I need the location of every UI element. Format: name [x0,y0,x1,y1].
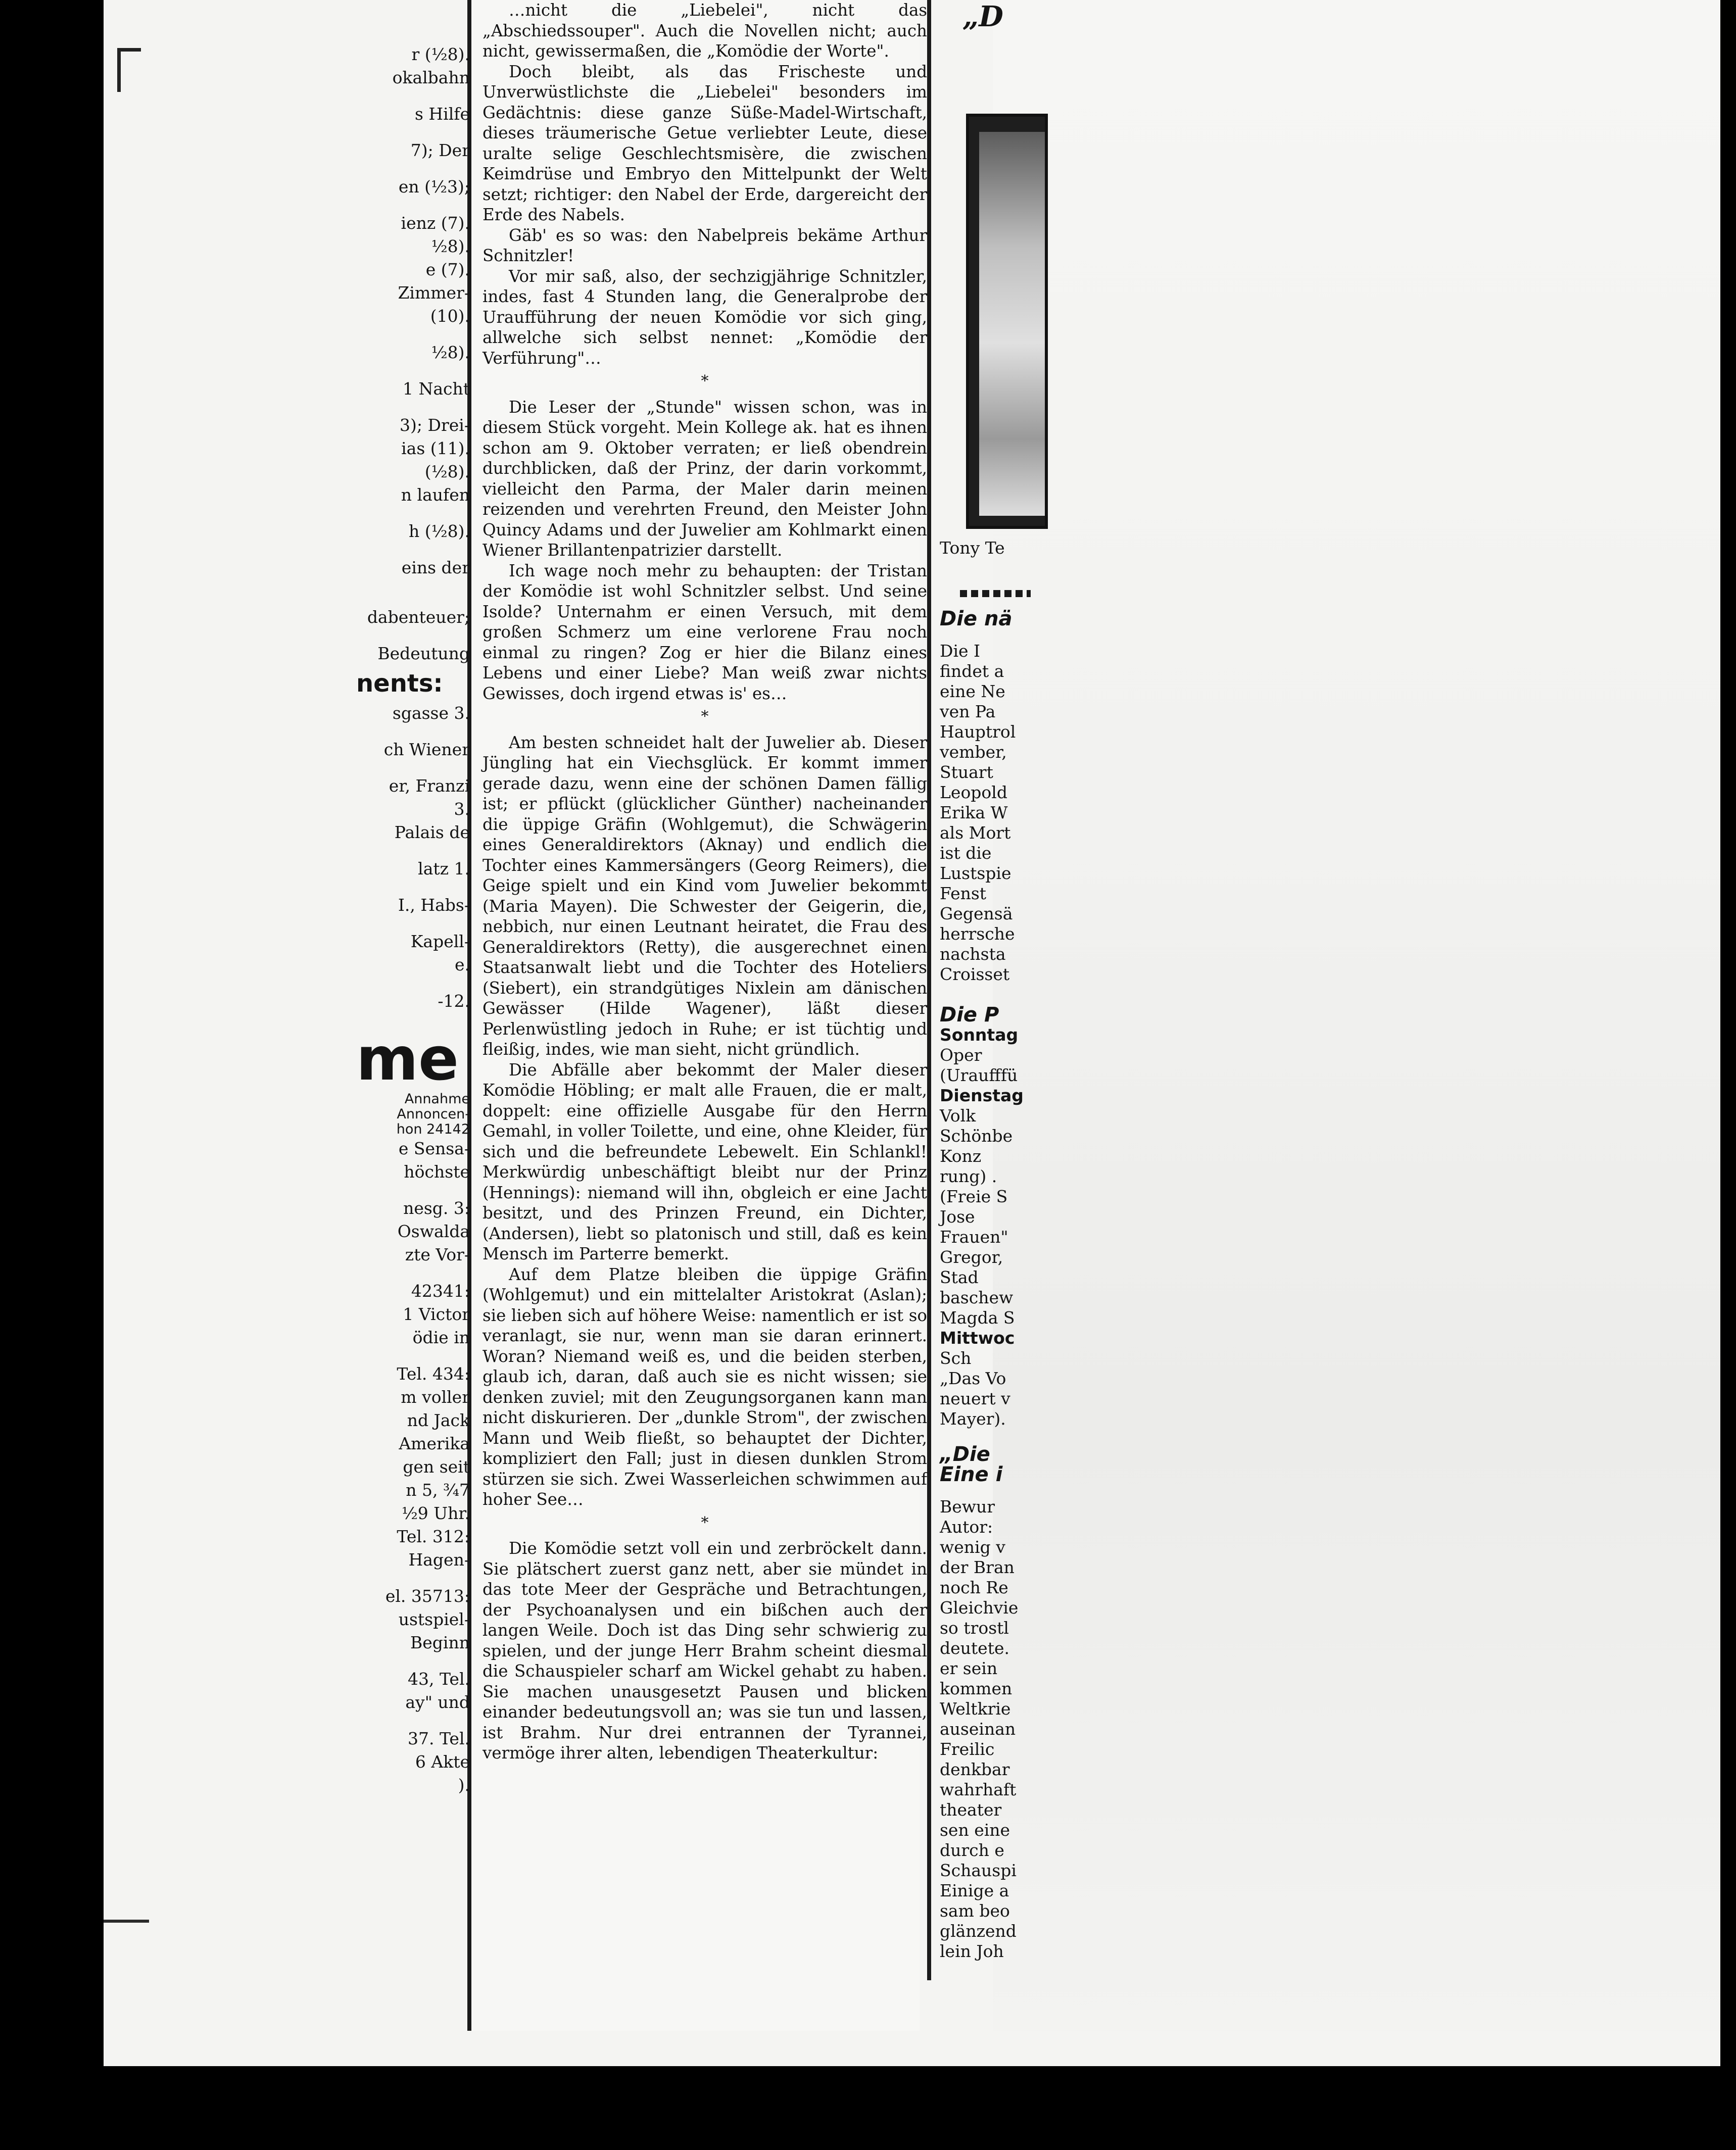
fragment-line: 1 Victor [403,1304,470,1324]
fragment-line: ½8). [431,343,470,362]
article-paragraph: …nicht die „Liebelei", nicht das „Abschiedssouper". Auch die Novellen nicht; auch nicht, gewissermaßen, die „Komödie der Worte". [483,1,927,61]
fragment-line: Dienstag [940,1086,1024,1105]
fragment-heading: nents: [356,669,443,698]
fragment-line: sgasse 3. [392,703,470,723]
line-gap [356,543,470,556]
fragment-line: Jose [940,1207,975,1227]
fragment-line: Fenst [940,884,987,903]
fragment-line: vember, [940,742,1007,762]
fragment-line: Weltkrie [940,1699,1011,1719]
fragment-line: Mittwoc [940,1328,1015,1348]
fragment-line: sam beo [940,1901,1010,1921]
fragment-line: wenig v [940,1537,1005,1557]
right-top-heading: „D [962,0,1003,33]
photo-caption: Tony Te [940,538,1005,558]
fragment-small-line: Annoncen- [397,1106,470,1122]
fragment-line: Amerika [399,1434,470,1453]
fragment-line: als Mort [940,823,1011,843]
fragment-line: höchste [404,1162,470,1182]
fragment-line: okalbahn [392,68,470,87]
left-fragment-column [356,43,470,1797]
fragment-line: Kapell- [410,932,470,951]
line-gap [356,844,470,857]
fragment-line: Hauptrol [940,722,1016,742]
fragment-line: (Uraufffü [940,1065,1018,1085]
fragment-line: nachsta [940,944,1006,964]
fragment-line: durch e [940,1840,1004,1860]
right-fragment-column [940,0,1041,1962]
article-paragraph: Vor mir saß, also, der sechzigjährige Schnitzler, indes, fast 4 Stunden lang, die Generalprobe der Uraufführung der neuen Komödie vor sich ging, allwelche sich selbst nennet: „Komödie der Verführung"… [483,266,927,368]
fragment-line: theater [940,1800,1002,1820]
fragment-line: ½8). [431,236,470,256]
fragment-line: I., Habs- [398,895,470,915]
fragment-line: Einige a [940,1881,1009,1900]
fragment-line: (½8). [424,462,470,481]
fragment-line: denkbar [940,1760,1010,1779]
fragment-line: Autor: [940,1517,993,1537]
fragment-line: kommen [940,1679,1012,1698]
spacer [940,629,1041,641]
fragment-line: -12. [438,991,470,1011]
line-gap [356,976,470,990]
fragment-line: Gleichvie [940,1598,1019,1618]
fragment-line: Schönbe [940,1126,1013,1146]
fragment-line: Palais de [394,822,470,842]
fragment-line: Volk [940,1106,976,1126]
fragment-line: ist die [940,843,992,863]
section-separator: * [701,1513,709,1532]
section-separator: * [701,708,709,725]
fragment-line: Mayer). [940,1409,1006,1429]
fragment-line: herrsche [940,924,1015,944]
fragment-line: m voller [401,1387,470,1407]
fragment-line: Tel. 434: [397,1364,470,1384]
wavy-divider [960,590,1031,597]
fragment-line: gen seit [403,1457,470,1477]
article-column [483,0,927,1764]
line-gap [356,162,470,175]
spacer [940,0,1041,538]
fragment-line: ven Pa [940,702,996,721]
line-gap [356,1266,470,1280]
spacer [940,985,1041,1005]
line-gap [356,761,470,774]
section-heading: Die nä [940,607,1012,630]
fragment-line: Leopold [940,783,1007,802]
fragment-line: er, Franzi [389,776,470,796]
fragment-line: 3. [454,799,470,819]
fragment-line: so trostl [940,1618,1009,1638]
fragment-line: latz 1. [418,859,470,878]
fragment-line: (10). [430,306,470,326]
fragment-line: ½9 Uhr. [401,1503,470,1523]
fragment-line: Gregor, [940,1247,1003,1267]
fragment-line: Konz [940,1146,982,1166]
fragment-line: Frauen" [940,1227,1008,1247]
fragment-line: lein Joh [940,1941,1004,1961]
fragment-line: Hagen- [408,1550,470,1570]
fragment-line: n laufen [401,485,470,505]
fragment-line: „Das Vo [940,1369,1006,1388]
fragment-line: deutete. [940,1638,1009,1658]
fragment-line: findet a [940,661,1004,681]
fragment-line: r (½8). [411,44,470,64]
fragment-line: ustspiel- [398,1609,470,1629]
line-gap [356,89,470,103]
spacer [940,1429,1041,1444]
fragment-line: Bedeutung [377,644,470,663]
fragment-line: e. [454,955,470,974]
right-clipping [993,0,1720,2031]
fragment-line: glänzend [940,1921,1017,1941]
section-separator: * [701,372,709,390]
fragment-small-line: Annahme [404,1091,470,1107]
fragment-line: 43, Tel. [408,1669,470,1689]
line-gap [356,1654,470,1668]
fragment-line: Freilic [940,1739,995,1759]
fragment-line: auseinan [940,1719,1016,1739]
fragment-line: eine Ne [940,681,1005,701]
fragment-line: 7); Der [410,140,470,160]
fragment-line: Bewur [940,1497,995,1517]
line-gap [356,126,470,139]
line-gap [356,593,470,606]
fragment-line: Tel. 312: [397,1527,470,1546]
spacer [940,558,1041,609]
fragment-line: der Bran [940,1557,1015,1577]
line-gap [356,1714,470,1727]
article-paragraph: Gäb' es so was: den Nabelpreis bekäme Arthur Schnitzler! [483,225,927,265]
fragment-line: (Freie S [940,1187,1008,1206]
fragment-line: 1 Nacht [402,379,470,399]
fragment-line: 6 Akte [415,1752,470,1772]
fragment-line: noch Re [940,1578,1008,1597]
fragment-small-line: hon 24142 [396,1121,470,1137]
line-gap [356,364,470,377]
article-paragraph: Ich wage noch mehr zu behaupten: der Tristan der Komödie ist wohl Schnitzler selbst. Und seine Isolde? Unternahm er einen Versuch, mit dem großen Schmerz um eine verlorene Frau noch einmal zu ringen? Zog er hier die Bilanz eines Lebens und einer Liebe? Man weiß zwar nichts Gewisses, doch irgend etwas is' es… [483,561,927,703]
fragment-line: ay" und [405,1692,470,1712]
line-gap [356,579,470,593]
fragment-line: zte Vor- [405,1245,470,1264]
film-scratch [104,1920,149,1923]
fragment-line: ienz (7). [401,213,470,233]
fragment-line: Lustspie [940,863,1011,883]
article-paragraph: Am besten schneidet halt der Juwelier ab. Dieser Jüngling hat ein Viechsglück. Er kommt immer gerade dazu, wenn eine der schönen Damen fällig ist; er pflückt (glücklicher Günther) nacheinander die üppige Gräfin (Wohlgemut), die Schwägerin eines Generaldirektors (Aknay) und endlich die Tochter eines Kammersängers (Georg Reimers), die Geige spielt und ein Kind vom Juwelier bekommt (Maria Mayen). Die Schwester der Geigerin, die, nebbich, nur einen Leutnant heiratet, die Frau des Generaldirektors (Retty), die ausgerechnet einen Staatsanwalt liebt und die Tochter des Hoteliers (Siebert), ein strandgütiges Nixlein am dänischen Gewässer (Hilde Wagener), läßt dieser Perlenwüstling jedoch in Ruhe; er ist tüchtig und fleißig, indes, wie man sieht, nicht gründlich. [483,732,927,1059]
fragment-line: Sch [940,1348,972,1368]
fragment-line: rung) . [940,1166,997,1186]
line-gap [356,1572,470,1585]
article-paragraph: Die Abfälle aber bekommt der Maler dieser Komödie Höbling; er malt alle Frauen, die er malt, doppelt: eine offizielle Ausgabe für den Herrn Gemahl, in voller Toilette, und eine, ohne Kleider, für sich und die befreundete Lebewelt. Ein Schlankl! Merkwürdig unbeschäftigt bleibt nur der Prinz (Hennings): niemand will ihn, obgleich er eine Jacht besitzt, und des Prinzen Freund, ein Dichter, (Andersen), liebt so platonisch und still, daß es kein Mensch im Parterre bemerkt. [483,1060,927,1263]
fragment-line: Oswalda [397,1221,470,1241]
line-gap [356,881,470,894]
fragment-line: Erika W [940,803,1008,822]
article-paragraph: Die Leser der „Stunde" wissen schon, was in diesem Stück vorgeht. Mein Kollege ak. hat es ihnen schon am 9. Oktober verraten; er ließ obendrein durchblicken, daß der Prinz, der darin vorkommt, vielleicht den Parma, der Maler darin meinen reizenden und verehrten Freund, den Meister John Quincy Adams und der Juwelier am Kohlmarkt einen Wiener Brillantenpatrizier darstellt. [483,397,927,560]
line-gap [356,1184,470,1197]
line-gap [356,725,470,738]
fragment-line: e (7). [425,260,470,279]
fragment-line: Beginn [410,1633,470,1652]
line-gap [356,199,470,212]
line-gap [356,328,470,341]
fragment-line: ödie in [412,1328,470,1347]
fragment-line: Sonntag [940,1025,1019,1045]
fragment-line: Schauspi [940,1861,1017,1880]
fragment-line: Magda S [940,1308,1015,1328]
fragment-line: baschew [940,1288,1014,1307]
crop-mark [117,48,141,92]
fragment-line: neuert v [940,1389,1010,1408]
fragment-line: e Sensa- [398,1139,470,1158]
section-heading: „Die [940,1443,990,1466]
fragment-line: er sein [940,1658,998,1678]
fragment-line: ). [458,1775,470,1795]
fragment-line: Oper [940,1045,982,1065]
article-paragraph: Auf dem Platze bleiben die üppige Gräfin (Wohlgemut) und ein mittelalter Aristokrat (Aslan); sie lieben sich auf höhere Weise: namentlich er ist so veranlagt, sie nur, wenn man sie daran erinnert. Woran? Niemand weiß es, und die beiden sterben, glaub ich, daran, daß auch sie es nicht wissen; sie denken zuviel; mit den Zeugungsorganen kann man nicht diskurieren. Der „dunkle Strom", der zwischen Mann und Weib fließt, so behauptet der Dichter, kompliziert den Fall; just in diesen dunklen Strom stürzen sie sich. Zwei Wasserleichen schwimmen auf hoher See… [483,1264,927,1509]
fragment-line: Zimmer- [398,283,470,303]
article-paragraph: Die Komödie setzt voll ein und zerbröckelt dann. Sie plätschert zuerst ganz nett, aber sie mündet in das tote Meer der Gespräche und Betrachtungen, der Psychoanalysen und ein bißchen auch der langen Weile. Doch ist das Ding sehr schwierig zu spielen, und der junge Herr Brahm scheint diesmal die Schauspieler scharf am Wickel gehabt zu haben. Sie machen unausgesetzt Pausen und blicken einander bedeutungsvoll an; was sie tun und lassen, ist Brahm. Nur drei entrannen der Tyrannei, vermöge ihrer alten, lebendigen Theaterkultur: [483,1539,927,1763]
spacer [940,1485,1041,1497]
fragment-line: ch Wiener [383,740,470,759]
article-paragraph: Doch bleibt, als das Frischeste und Unverwüstlichste die „Liebelei" besonders im Gedächtnis: diese ganze Süße-Madel-Wirtschaft, dieses träumerische Getue verliebter Leute, diese uralte selige Geschlechtsmisère, die zwischen Keimdrüse und Embryo den Mittelpunkt der Welt setzt; richtiger: den Nabel der Erde, dargereicht der Erde des Nabels. [483,62,927,224]
line-gap [356,401,470,414]
fragment-line: dabenteuer; [367,607,470,627]
fragment-line: 42341: [411,1281,470,1301]
fragment-line: nd Jack [407,1410,470,1430]
fragment-line: ias (11). [401,438,470,458]
fragment-line: 37. Tel. [408,1729,470,1748]
fragment-line: en (½3); [398,177,470,197]
fragment-line: eins der [401,558,470,577]
fragment-line: Croisset [940,964,1010,984]
fragment-line: Stuart [940,762,993,782]
line-gap [356,1349,470,1362]
fragment-heading-large: me [356,1024,459,1094]
fragment-line: wahrhaft [940,1780,1017,1799]
line-gap [356,917,470,930]
fragment-line: 3); Drei- [400,415,470,435]
section-heading: Die P [940,1003,999,1027]
section-subheading: Eine i [940,1463,1003,1486]
fragment-line: s Hilfe [414,104,470,124]
fragment-line: n 5, ¾7 [406,1480,470,1500]
fragment-line: sen eine [940,1820,1010,1840]
line-gap [356,507,470,520]
line-gap [356,629,470,642]
fragment-line: Die I [940,641,981,661]
fragment-line: Stad [940,1267,979,1287]
fragment-line: el. 35713: [385,1586,470,1606]
fragment-line: nesg. 3: [403,1198,470,1218]
fragment-line: Gegensä [940,904,1013,923]
column-rule-right [927,0,931,1980]
fragment-line: h (½8). [409,521,470,541]
